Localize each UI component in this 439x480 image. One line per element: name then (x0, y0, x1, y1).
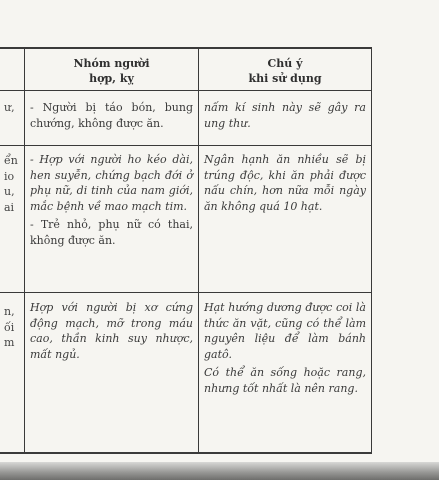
row2-note-text: Ngân hạnh ăn nhiều sẽ bị trúng độc, khi ăn phải được nấu chín, hơn nữa mỗi ngày ăn không quá 10 hạt. (204, 153, 366, 213)
column-divider-middle (198, 47, 199, 454)
fragment-line: n, (4, 305, 15, 318)
table-right-border (371, 47, 372, 454)
header-suitable-line1: Nhóm người (73, 57, 150, 70)
fragment-line: ư, (4, 101, 15, 114)
row1-note-cell (204, 100, 366, 134)
fragment-line: ai (4, 200, 15, 214)
row3-suitable-cell (30, 300, 193, 365)
left-edge-fragment-row1 (4, 100, 24, 116)
row1-suitable-cell (30, 100, 193, 134)
row2-bottom-border (0, 292, 372, 293)
fragment-line: ối (4, 320, 15, 334)
header-bottom-border (0, 90, 372, 91)
row3-note-cell (204, 300, 366, 399)
header-usage-line2: khi sử dụng (248, 72, 322, 85)
fragment-line: ển (4, 154, 18, 167)
fragment-line: m (4, 336, 15, 349)
row1-note-text: nấm kí sinh này sẽ gây ra ung thư. (204, 101, 366, 130)
table-bottom-border (0, 452, 372, 454)
header-suitable-line2: hợp, kỵ (89, 72, 134, 85)
header-usage-line1: Chú ý (267, 57, 303, 70)
fragment-line: u, (4, 185, 15, 198)
row3-suitable-text: Hợp với người bị xơ cứng động mạch, mỡ trong máu cao, thần kinh suy nhược, mất ngủ. (30, 301, 193, 361)
column-divider-left (24, 47, 25, 454)
left-edge-fragment-row2 (4, 153, 24, 215)
row1-suitable-text: - Người bị táo bón, bung chướng, không được ăn. (30, 101, 193, 130)
header-suitable-group (25, 56, 198, 86)
row2-suitable-text-2: - Trẻ nhỏ, phụ nữ có thai, không được ăn. (30, 218, 193, 247)
header-usage-notes (199, 56, 371, 86)
table-top-border (0, 47, 372, 49)
row2-suitable-cell (30, 152, 193, 251)
scan-bottom-edge (0, 462, 439, 480)
row2-note-cell (204, 152, 366, 217)
row1-bottom-border (0, 145, 372, 146)
fragment-line: io (4, 169, 15, 183)
row3-note-text-2: Có thể ăn sống hoặc rang, nhưng tốt nhất là nên rang. (204, 366, 366, 395)
left-edge-fragment-row3 (4, 304, 24, 351)
row2-suitable-text-1: - Hợp với người ho kéo dài, hen suyễn, chứng bạch đới ở phụ nữ, di tinh của nam giới, mắc bệnh về mao mạch tim. (30, 153, 193, 213)
row3-note-text-1: Hạt hướng dương được coi là thức ăn vặt, cũng có thể làm nguyên liệu để làm bánh gatô. (204, 301, 366, 361)
